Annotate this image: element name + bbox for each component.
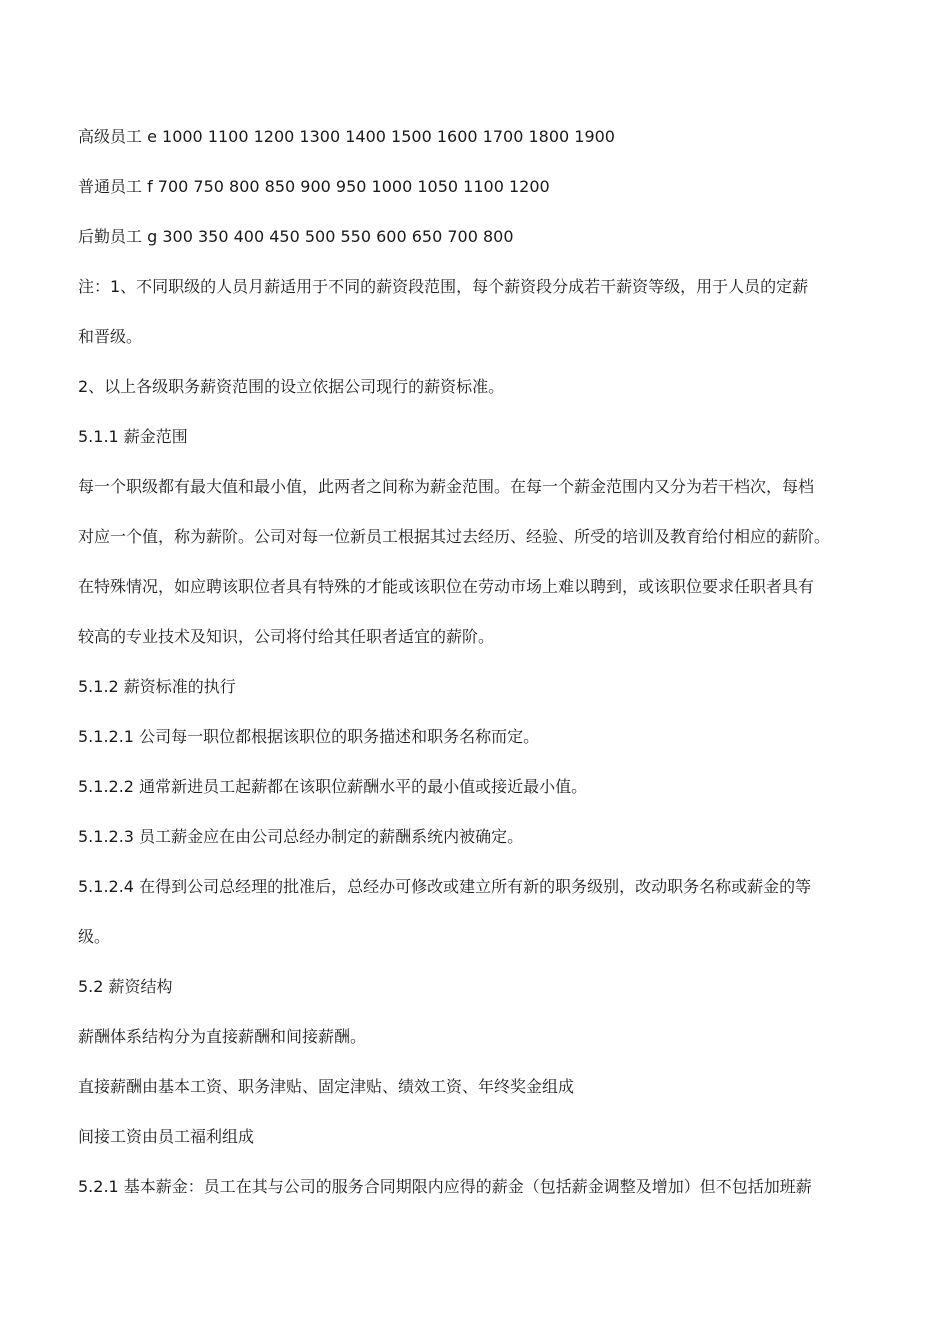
note-line-2: 2、以上各级职务薪资范围的设立依据公司现行的薪资标准。 xyxy=(78,377,505,396)
item-5-2-1: 5.2.1 基本薪金：员工在其与公司的服务合同期限内应得的薪金（包括薪金调整及增加）但不包括加班薪 xyxy=(78,1177,812,1196)
paragraph-line: 直接薪酬由基本工资、职务津贴、固定津贴、绩效工资、年终奖金组成 xyxy=(78,1077,575,1096)
paragraph-line: 在特殊情况，如应聘该职位者具有特殊的才能或该职位在劳动市场上难以聘到，或该职位要求任职者具有 xyxy=(78,577,815,596)
paragraph-line: 间接工资由员工福利组成 xyxy=(78,1127,255,1146)
heading-5-1-1: 5.1.1 薪金范围 xyxy=(78,427,188,446)
item-5-1-2-4: 5.1.2.4 在得到公司总经理的批准后，总经办可修改或建立所有新的职务级别，改动职务名称或薪金的等 xyxy=(78,877,812,896)
salary-row-regular: 普通员工 f 700 750 800 850 900 950 1000 1050 1100 1200 xyxy=(78,177,550,196)
paragraph-line: 较高的专业技术及知识，公司将付给其任职者适宜的薪阶。 xyxy=(78,627,495,646)
item-5-1-2-4-cont: 级。 xyxy=(78,927,111,946)
salary-row-senior: 高级员工 e 1000 1100 1200 1300 1400 1500 1600 1700 1800 1900 xyxy=(78,127,615,146)
note-line-1: 注：1、不同职级的人员月薪适用于不同的薪资段范围，每个薪资段分成若干薪资等级，用于人员的定薪 xyxy=(78,277,809,296)
paragraph-line: 每一个职级都有最大值和最小值，此两者之间称为薪金范围。在每一个薪金范围内又分为若干档次，每档 xyxy=(78,477,815,496)
item-5-1-2-1: 5.1.2.1 公司每一职位都根据该职位的职务描述和职务名称而定。 xyxy=(78,727,540,746)
paragraph-line: 薪酬体系结构分为直接薪酬和间接薪酬。 xyxy=(78,1027,367,1046)
paragraph-line: 对应一个值，称为薪阶。公司对每一位新员工根据其过去经历、经验、所受的培训及教育给付相应的薪阶。 xyxy=(78,527,831,546)
heading-5-2: 5.2 薪资结构 xyxy=(78,977,173,996)
salary-row-logistics: 后勤员工 g 300 350 400 450 500 550 600 650 700 800 xyxy=(78,227,514,246)
item-5-1-2-3: 5.1.2.3 员工薪金应在由公司总经办制定的薪酬系统内被确定。 xyxy=(78,827,524,846)
document-body xyxy=(78,112,868,1212)
note-line-1-cont: 和晋级。 xyxy=(78,327,143,346)
item-5-1-2-2: 5.1.2.2 通常新进员工起薪都在该职位薪酬水平的最小值或接近最小值。 xyxy=(78,777,588,796)
heading-5-1-2: 5.1.2 薪资标准的执行 xyxy=(78,677,236,696)
